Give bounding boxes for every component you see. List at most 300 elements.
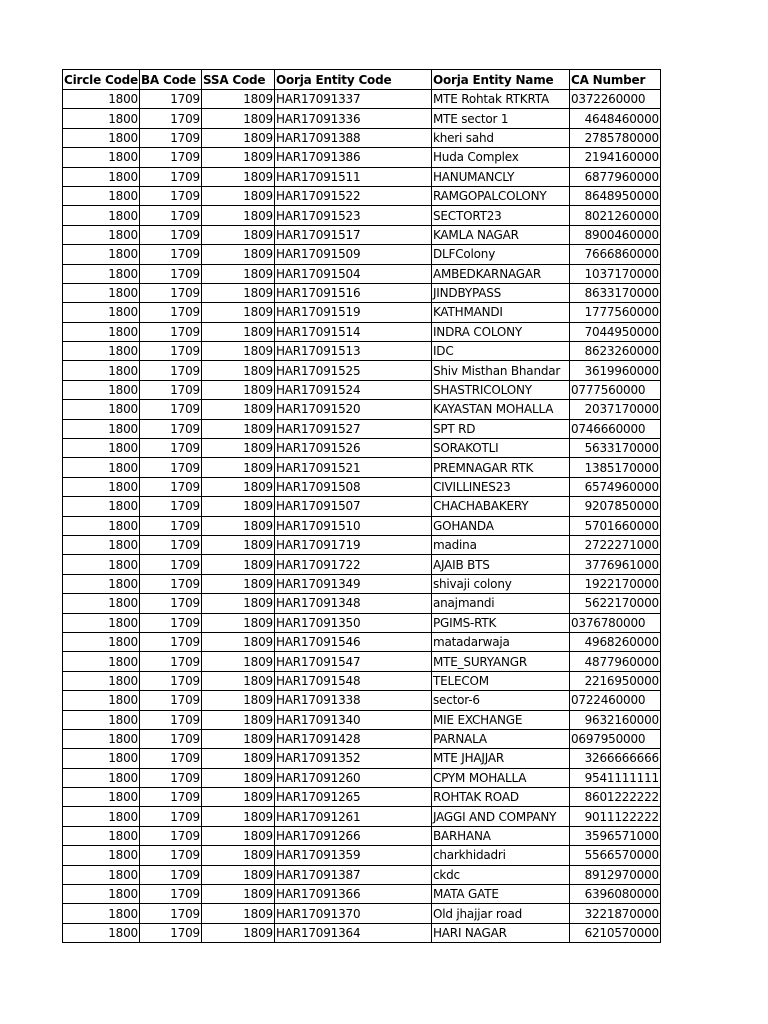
ba-code-cell: 1709: [139, 885, 201, 904]
entity-code-cell: HAR17091510: [274, 516, 431, 535]
table-row: [63, 361, 661, 380]
circle-code-cell: 1800: [63, 128, 140, 147]
table-row: [63, 594, 661, 613]
entity-name-cell: CIVILLINES23: [431, 477, 569, 496]
ssa-code-cell: 1809: [201, 439, 274, 458]
ssa-code-cell: 1809: [201, 245, 274, 264]
ba-code-cell: 1709: [139, 749, 201, 768]
entity-name-cell: Huda Complex: [431, 148, 569, 167]
entity-code-cell: HAR17091548: [274, 671, 431, 690]
ca-number-cell: 1037170000: [569, 264, 660, 283]
ssa-code-cell: 1809: [201, 788, 274, 807]
ca-number-cell: 6877960000: [569, 167, 660, 186]
circle-code-cell: 1800: [63, 90, 140, 109]
ssa-code-cell: 1809: [201, 342, 274, 361]
circle-code-cell: 1800: [63, 283, 140, 302]
ba-code-cell: 1709: [139, 245, 201, 264]
ca-number-cell: 3596571000: [569, 826, 660, 845]
entity-code-cell: HAR17091547: [274, 652, 431, 671]
ssa-code-cell: 1809: [201, 283, 274, 302]
ba-code-cell: 1709: [139, 691, 201, 710]
circle-code-cell: 1800: [63, 303, 140, 322]
entity-code-cell: HAR17091509: [274, 245, 431, 264]
ssa-code-cell: 1809: [201, 749, 274, 768]
ca-number-cell: 5633170000: [569, 439, 660, 458]
entity-name-cell: PGIMS-RTK: [431, 613, 569, 632]
table-row: [63, 477, 661, 496]
ca-number-cell: 2785780000: [569, 128, 660, 147]
ssa-code-cell: 1809: [201, 555, 274, 574]
entity-code-cell: HAR17091524: [274, 380, 431, 399]
ca-number-cell: 3221870000: [569, 904, 660, 923]
table-row: [63, 671, 661, 690]
table-row: [63, 148, 661, 167]
circle-code-cell: 1800: [63, 768, 140, 787]
circle-code-cell: 1800: [63, 807, 140, 826]
entity-name-cell: KAYASTAN MOHALLA: [431, 400, 569, 419]
entity-code-cell: HAR17091340: [274, 710, 431, 729]
entity-code-cell: HAR17091517: [274, 225, 431, 244]
circle-code-cell: 1800: [63, 788, 140, 807]
circle-code-cell: 1800: [63, 186, 140, 205]
table-row: [63, 516, 661, 535]
table-row: [63, 264, 661, 283]
table-row: [63, 613, 661, 632]
ba-code-cell: 1709: [139, 807, 201, 826]
entity-name-cell: SPT RD: [431, 419, 569, 438]
entity-code-cell: HAR17091507: [274, 497, 431, 516]
circle-code-cell: 1800: [63, 458, 140, 477]
table-row: [63, 749, 661, 768]
ba-code-cell: 1709: [139, 264, 201, 283]
ba-code-cell: 1709: [139, 225, 201, 244]
entity-code-cell: HAR17091348: [274, 594, 431, 613]
ssa-code-cell: 1809: [201, 148, 274, 167]
table-row: [63, 322, 661, 341]
circle-code-cell: 1800: [63, 574, 140, 593]
ca-number-cell: 7044950000: [569, 322, 660, 341]
entity-code-cell: HAR17091546: [274, 632, 431, 651]
table-row: [63, 303, 661, 322]
table-row: [63, 904, 661, 923]
ba-code-cell: 1709: [139, 613, 201, 632]
entity-name-cell: BARHANA: [431, 826, 569, 845]
ba-code-cell: 1709: [139, 109, 201, 128]
entity-code-cell: HAR17091364: [274, 923, 431, 942]
ssa-code-cell: 1809: [201, 729, 274, 748]
entity-name-cell: ckdc: [431, 865, 569, 884]
ca-number-cell: 4648460000: [569, 109, 660, 128]
ca-number-cell: 0777560000: [569, 380, 660, 399]
entity-code-cell: HAR17091352: [274, 749, 431, 768]
entity-code-cell: HAR17091523: [274, 206, 431, 225]
ssa-code-cell: 1809: [201, 904, 274, 923]
circle-code-cell: 1800: [63, 419, 140, 438]
circle-code-cell: 1800: [63, 400, 140, 419]
ca-number-cell: 8601222222: [569, 788, 660, 807]
circle-code-cell: 1800: [63, 594, 140, 613]
ssa-code-cell: 1809: [201, 303, 274, 322]
ba-code-cell: 1709: [139, 865, 201, 884]
entity-code-cell: HAR17091370: [274, 904, 431, 923]
circle-code-cell: 1800: [63, 245, 140, 264]
table-row: [63, 206, 661, 225]
ssa-code-cell: 1809: [201, 109, 274, 128]
entity-code-cell: HAR17091338: [274, 691, 431, 710]
entity-code-cell: HAR17091266: [274, 826, 431, 845]
ssa-code-cell: 1809: [201, 380, 274, 399]
ssa-code-cell: 1809: [201, 632, 274, 651]
entity-name-cell: anajmandi: [431, 594, 569, 613]
circle-code-cell: 1800: [63, 477, 140, 496]
ca-number-cell: 3266666666: [569, 749, 660, 768]
table-row: [63, 788, 661, 807]
table-row: [63, 90, 661, 109]
circle-code-cell: 1800: [63, 206, 140, 225]
ssa-code-cell: 1809: [201, 497, 274, 516]
table-row: [63, 846, 661, 865]
circle-code-cell: 1800: [63, 691, 140, 710]
table-row: [63, 167, 661, 186]
ba-code-cell: 1709: [139, 148, 201, 167]
entity-code-cell: HAR17091526: [274, 439, 431, 458]
ca-number-cell: 8633170000: [569, 283, 660, 302]
ssa-code-cell: 1809: [201, 535, 274, 554]
circle-code-cell: 1800: [63, 671, 140, 690]
entity-name-cell: charkhidadri: [431, 846, 569, 865]
ca-number-table: [62, 69, 661, 943]
header-row: [63, 70, 661, 90]
ba-code-cell: 1709: [139, 322, 201, 341]
entity-code-cell: HAR17091265: [274, 788, 431, 807]
entity-name-cell: shivaji colony: [431, 574, 569, 593]
table-row: [63, 535, 661, 554]
ca-number-cell: 2722271000: [569, 535, 660, 554]
table-row: [63, 400, 661, 419]
ssa-code-cell: 1809: [201, 477, 274, 496]
entity-name-cell: AMBEDKARNAGAR: [431, 264, 569, 283]
entity-name-cell: HARI NAGAR: [431, 923, 569, 942]
ssa-code-cell: 1809: [201, 768, 274, 787]
circle-code-cell: 1800: [63, 885, 140, 904]
entity-name-cell: MTE_SURYANGR: [431, 652, 569, 671]
circle-code-cell: 1800: [63, 342, 140, 361]
entity-code-cell: HAR17091350: [274, 613, 431, 632]
table-row: [63, 439, 661, 458]
ba-code-cell: 1709: [139, 167, 201, 186]
ssa-code-cell: 1809: [201, 613, 274, 632]
entity-name-cell: AJAIB BTS: [431, 555, 569, 574]
ca-number-cell: 9541111111: [569, 768, 660, 787]
ca-number-cell: 0697950000: [569, 729, 660, 748]
table-row: [63, 710, 661, 729]
entity-code-cell: HAR17091520: [274, 400, 431, 419]
ba-code-cell: 1709: [139, 186, 201, 205]
entity-name-cell: madina: [431, 535, 569, 554]
ssa-code-cell: 1809: [201, 458, 274, 477]
table-row: [63, 342, 661, 361]
ca-number-cell: 8900460000: [569, 225, 660, 244]
ca-number-cell: 0722460000: [569, 691, 660, 710]
table-row: [63, 691, 661, 710]
ca-number-cell: 6574960000: [569, 477, 660, 496]
ba-code-cell: 1709: [139, 535, 201, 554]
ba-code-cell: 1709: [139, 303, 201, 322]
table-header: [63, 70, 661, 90]
ssa-code-cell: 1809: [201, 826, 274, 845]
entity-name-cell: MTE Rohtak RTKRTA: [431, 90, 569, 109]
ba-code-cell: 1709: [139, 710, 201, 729]
ca-number-cell: 1777560000: [569, 303, 660, 322]
entity-name-cell: KATHMANDI: [431, 303, 569, 322]
entity-name-cell: matadarwaja: [431, 632, 569, 651]
entity-code-cell: HAR17091349: [274, 574, 431, 593]
ca-number-cell: 9207850000: [569, 497, 660, 516]
ssa-code-cell: 1809: [201, 710, 274, 729]
ba-code-cell: 1709: [139, 671, 201, 690]
circle-code-cell: 1800: [63, 380, 140, 399]
entity-name-cell: Shiv Misthan Bhandar: [431, 361, 569, 380]
ssa-code-cell: 1809: [201, 186, 274, 205]
ba-code-cell: 1709: [139, 846, 201, 865]
entity-name-cell: RAMGOPALCOLONY: [431, 186, 569, 205]
entity-code-cell: HAR17091387: [274, 865, 431, 884]
entity-name-cell: SORAKOTLI: [431, 439, 569, 458]
ca-number-cell: 8648950000: [569, 186, 660, 205]
circle-code-cell: 1800: [63, 148, 140, 167]
entity-code-cell: HAR17091525: [274, 361, 431, 380]
entity-code-cell: HAR17091527: [274, 419, 431, 438]
table-row: [63, 865, 661, 884]
entity-name-cell: SHASTRICOLONY: [431, 380, 569, 399]
ba-code-cell: 1709: [139, 788, 201, 807]
table-row: [63, 225, 661, 244]
ssa-code-cell: 1809: [201, 691, 274, 710]
entity-name-cell: MIE EXCHANGE: [431, 710, 569, 729]
entity-name-cell: MTE sector 1: [431, 109, 569, 128]
table-row: [63, 283, 661, 302]
entity-code-cell: HAR17091336: [274, 109, 431, 128]
entity-code-cell: HAR17091337: [274, 90, 431, 109]
entity-code-cell: HAR17091516: [274, 283, 431, 302]
circle-code-cell: 1800: [63, 846, 140, 865]
circle-code-cell: 1800: [63, 535, 140, 554]
ba-code-cell: 1709: [139, 380, 201, 399]
table-row: [63, 245, 661, 264]
ba-code-cell: 1709: [139, 594, 201, 613]
ssa-code-cell: 1809: [201, 652, 274, 671]
entity-name-cell: kheri sahd: [431, 128, 569, 147]
ca-number-cell: 7666860000: [569, 245, 660, 264]
ba-code-cell: 1709: [139, 768, 201, 787]
circle-code-cell: 1800: [63, 264, 140, 283]
entity-code-cell: HAR17091504: [274, 264, 431, 283]
entity-code-cell: HAR17091719: [274, 535, 431, 554]
ca-number-cell: 5701660000: [569, 516, 660, 535]
entity-name-cell: KAMLA NAGAR: [431, 225, 569, 244]
entity-code-cell: HAR17091521: [274, 458, 431, 477]
table-row: [63, 923, 661, 942]
ca-number-cell: 0746660000: [569, 419, 660, 438]
ca-number-cell: 3776961000: [569, 555, 660, 574]
entity-code-cell: HAR17091388: [274, 128, 431, 147]
ssa-code-cell: 1809: [201, 225, 274, 244]
header-ba-code: BA Code: [139, 70, 201, 90]
entity-name-cell: JINDBYPASS: [431, 283, 569, 302]
ssa-code-cell: 1809: [201, 923, 274, 942]
entity-name-cell: SECTORT23: [431, 206, 569, 225]
entity-name-cell: GOHANDA: [431, 516, 569, 535]
ba-code-cell: 1709: [139, 206, 201, 225]
table-row: [63, 128, 661, 147]
ba-code-cell: 1709: [139, 458, 201, 477]
ssa-code-cell: 1809: [201, 807, 274, 826]
table-body: [63, 90, 661, 943]
ssa-code-cell: 1809: [201, 885, 274, 904]
table-row: [63, 555, 661, 574]
ssa-code-cell: 1809: [201, 322, 274, 341]
ca-number-cell: 2194160000: [569, 148, 660, 167]
ca-number-cell: 2216950000: [569, 671, 660, 690]
entity-code-cell: HAR17091513: [274, 342, 431, 361]
table-row: [63, 807, 661, 826]
entity-name-cell: IDC: [431, 342, 569, 361]
ssa-code-cell: 1809: [201, 206, 274, 225]
table-row: [63, 652, 661, 671]
ca-number-cell: 1385170000: [569, 458, 660, 477]
ca-number-cell: 6396080000: [569, 885, 660, 904]
ssa-code-cell: 1809: [201, 167, 274, 186]
entity-code-cell: HAR17091511: [274, 167, 431, 186]
circle-code-cell: 1800: [63, 729, 140, 748]
entity-code-cell: HAR17091366: [274, 885, 431, 904]
ssa-code-cell: 1809: [201, 400, 274, 419]
ca-number-cell: 8623260000: [569, 342, 660, 361]
table-row: [63, 768, 661, 787]
table-row: [63, 380, 661, 399]
ssa-code-cell: 1809: [201, 419, 274, 438]
entity-name-cell: CHACHABAKERY: [431, 497, 569, 516]
entity-name-cell: JAGGI AND COMPANY: [431, 807, 569, 826]
header-circle-code: Circle Code: [63, 70, 140, 90]
table-row: [63, 186, 661, 205]
table-row: [63, 497, 661, 516]
circle-code-cell: 1800: [63, 652, 140, 671]
entity-name-cell: sector-6: [431, 691, 569, 710]
ssa-code-cell: 1809: [201, 90, 274, 109]
circle-code-cell: 1800: [63, 225, 140, 244]
circle-code-cell: 1800: [63, 865, 140, 884]
entity-code-cell: HAR17091359: [274, 846, 431, 865]
circle-code-cell: 1800: [63, 613, 140, 632]
ba-code-cell: 1709: [139, 632, 201, 651]
entity-code-cell: HAR17091514: [274, 322, 431, 341]
entity-code-cell: HAR17091261: [274, 807, 431, 826]
entity-code-cell: HAR17091386: [274, 148, 431, 167]
table-row: [63, 419, 661, 438]
entity-code-cell: HAR17091522: [274, 186, 431, 205]
ca-number-cell: 8021260000: [569, 206, 660, 225]
entity-name-cell: CPYM MOHALLA: [431, 768, 569, 787]
ca-number-cell: 4968260000: [569, 632, 660, 651]
circle-code-cell: 1800: [63, 167, 140, 186]
circle-code-cell: 1800: [63, 497, 140, 516]
ssa-code-cell: 1809: [201, 846, 274, 865]
entity-code-cell: HAR17091519: [274, 303, 431, 322]
ba-code-cell: 1709: [139, 128, 201, 147]
ba-code-cell: 1709: [139, 729, 201, 748]
ca-number-cell: 3619960000: [569, 361, 660, 380]
circle-code-cell: 1800: [63, 361, 140, 380]
header-oorja-entity-name: Oorja Entity Name: [431, 70, 569, 90]
entity-name-cell: PREMNAGAR RTK: [431, 458, 569, 477]
table-row: [63, 632, 661, 651]
entity-name-cell: Old jhajjar road: [431, 904, 569, 923]
entity-name-cell: INDRA COLONY: [431, 322, 569, 341]
ssa-code-cell: 1809: [201, 865, 274, 884]
ssa-code-cell: 1809: [201, 264, 274, 283]
ba-code-cell: 1709: [139, 419, 201, 438]
ca-number-cell: 2037170000: [569, 400, 660, 419]
circle-code-cell: 1800: [63, 516, 140, 535]
table-row: [63, 826, 661, 845]
circle-code-cell: 1800: [63, 555, 140, 574]
ba-code-cell: 1709: [139, 342, 201, 361]
circle-code-cell: 1800: [63, 904, 140, 923]
ca-number-cell: 9632160000: [569, 710, 660, 729]
circle-code-cell: 1800: [63, 109, 140, 128]
circle-code-cell: 1800: [63, 749, 140, 768]
table-row: [63, 458, 661, 477]
table-row: [63, 729, 661, 748]
ca-number-cell: 4877960000: [569, 652, 660, 671]
ssa-code-cell: 1809: [201, 671, 274, 690]
ba-code-cell: 1709: [139, 923, 201, 942]
entity-code-cell: HAR17091428: [274, 729, 431, 748]
circle-code-cell: 1800: [63, 439, 140, 458]
entity-name-cell: TELECOM: [431, 671, 569, 690]
ba-code-cell: 1709: [139, 555, 201, 574]
table-row: [63, 574, 661, 593]
ca-number-cell: 6210570000: [569, 923, 660, 942]
circle-code-cell: 1800: [63, 632, 140, 651]
entity-code-cell: HAR17091260: [274, 768, 431, 787]
entity-code-cell: HAR17091722: [274, 555, 431, 574]
ba-code-cell: 1709: [139, 400, 201, 419]
entity-name-cell: HANUMANCLY: [431, 167, 569, 186]
ba-code-cell: 1709: [139, 497, 201, 516]
ba-code-cell: 1709: [139, 90, 201, 109]
entity-name-cell: DLFColony: [431, 245, 569, 264]
ca-number-cell: 0376780000: [569, 613, 660, 632]
ca-number-cell: 5566570000: [569, 846, 660, 865]
table-row: [63, 885, 661, 904]
ssa-code-cell: 1809: [201, 128, 274, 147]
ssa-code-cell: 1809: [201, 594, 274, 613]
entity-code-cell: HAR17091508: [274, 477, 431, 496]
header-ca-number: CA Number: [569, 70, 660, 90]
ssa-code-cell: 1809: [201, 574, 274, 593]
ba-code-cell: 1709: [139, 283, 201, 302]
ba-code-cell: 1709: [139, 904, 201, 923]
entity-name-cell: MTE JHAJJAR: [431, 749, 569, 768]
ba-code-cell: 1709: [139, 439, 201, 458]
ba-code-cell: 1709: [139, 652, 201, 671]
entity-name-cell: ROHTAK ROAD: [431, 788, 569, 807]
circle-code-cell: 1800: [63, 923, 140, 942]
entity-name-cell: MATA GATE: [431, 885, 569, 904]
circle-code-cell: 1800: [63, 322, 140, 341]
